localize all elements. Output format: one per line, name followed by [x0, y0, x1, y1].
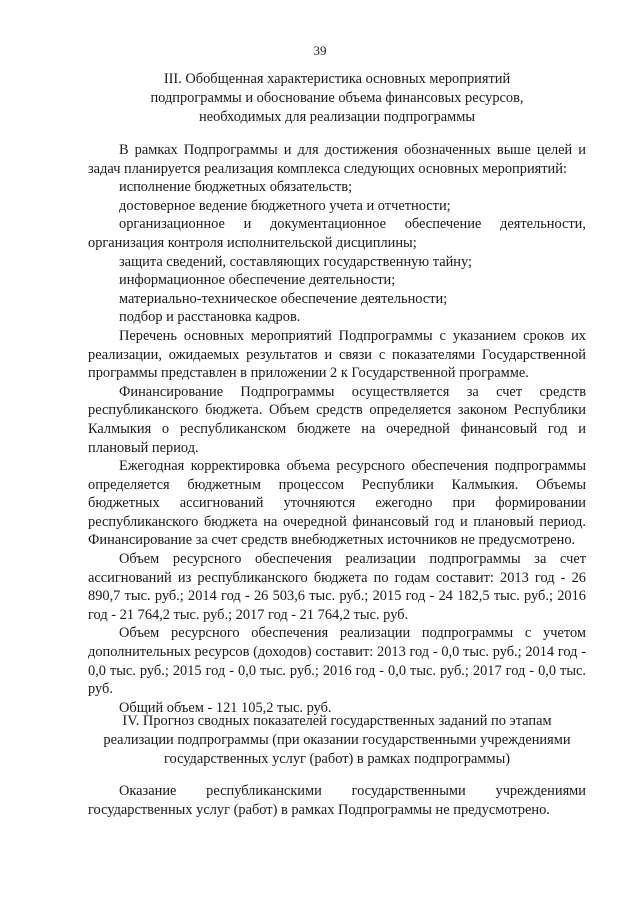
paragraph: Объем ресурсного обеспечения реализации подпрограммы с учетом дополнительных ресурсов (доходов) составит: 2013 год - 0,0 тыс. руб.; 2014 год - 0,0 тыс. руб.; 2015 год - 0,0 тыс. руб.; 2016 год - 0,0 тыс. руб.; 2017 год - 0,0 тыс. руб. — [88, 625, 586, 698]
intro-paragraph: В рамках Подпрограммы и для достижения обозначенных выше целей и задач планируется реализация комплекса следующих основных мероприятий: — [88, 142, 586, 177]
list-item: достоверное ведение бюджетного учета и отчетности; — [119, 197, 451, 214]
section-3-heading — [88, 70, 586, 127]
heading-line: необходимых для реализации подпрограммы — [199, 109, 475, 125]
section-4-body — [88, 782, 586, 819]
page-number: 39 — [313, 43, 327, 58]
heading-line: IV. Прогноз сводных показателей государственных заданий по этапам — [122, 713, 552, 729]
list-item: организационное и документационное обеспечение деятельности, организация контроля исполнительской дисциплины; — [88, 216, 586, 251]
section-4-heading — [84, 712, 590, 769]
paragraph: Объем ресурсного обеспечения реализации подпрограммы за счет ассигнований из республиканского бюджета по годам составит: 2013 год - 26 890,7 тыс. руб.; 2014 год - 26 503,6 тыс. руб.; 2015 год - 24 182,5 тыс. руб.; 2016 год - 21 764,2 тыс. руб.; 2017 год - 21 764,2 тыс. руб. — [88, 551, 586, 623]
section-3-body — [88, 141, 586, 717]
list-item: материально-техническое обеспечение деятельности; — [119, 290, 448, 307]
total-paragraph: Общий объем - 121 105,2 тыс. руб. — [119, 699, 332, 716]
paragraph: Перечень основных мероприятий Подпрограммы с указанием сроков их реализации, ожидаемых результатов и связи с показателями Государственной программы представлен в приложении 2 к Государственной программе. — [88, 327, 586, 382]
heading-line: подпрограммы и обоснование объема финансовых ресурсов, — [150, 90, 524, 106]
list-item: защита сведений, составляющих государственную тайну; — [119, 253, 472, 270]
paragraph: Ежегодная корректировка объема ресурсного обеспечения подпрограммы определяется бюджетным процессом Республики Калмыкия. Объемы бюджетных ассигнований уточняются ежегодно при формировании республиканского бюджета на очередной финансовый год и плановый период. Финансирование за счет средств внебюджетных источников не предусмотрено. — [88, 458, 586, 549]
paragraph: Оказание республиканскими государственными учреждениями государственных услуг (работ) в рамках Подпрограммы не предусмотрено. — [88, 783, 586, 818]
list-item: информационное обеспечение деятельности; — [119, 272, 396, 289]
heading-line: III. Обобщенная характеристика основных мероприятий — [163, 71, 511, 87]
list-item: подбор и расстановка кадров. — [119, 309, 301, 326]
heading-line: реализации подпрограммы (при оказании государственными учреждениями — [103, 732, 571, 748]
paragraph: Финансирование Подпрограммы осуществляется за счет средств республиканского бюджета. Объем средств определяется законом Республики Калмыкия о республиканском бюджете на очередной финансовый год и плановый период. — [88, 383, 586, 456]
heading-line: государственных услуг (работ) в рамках подпрограммы) — [163, 751, 511, 767]
list-item: исполнение бюджетных обязательств; — [119, 179, 353, 196]
